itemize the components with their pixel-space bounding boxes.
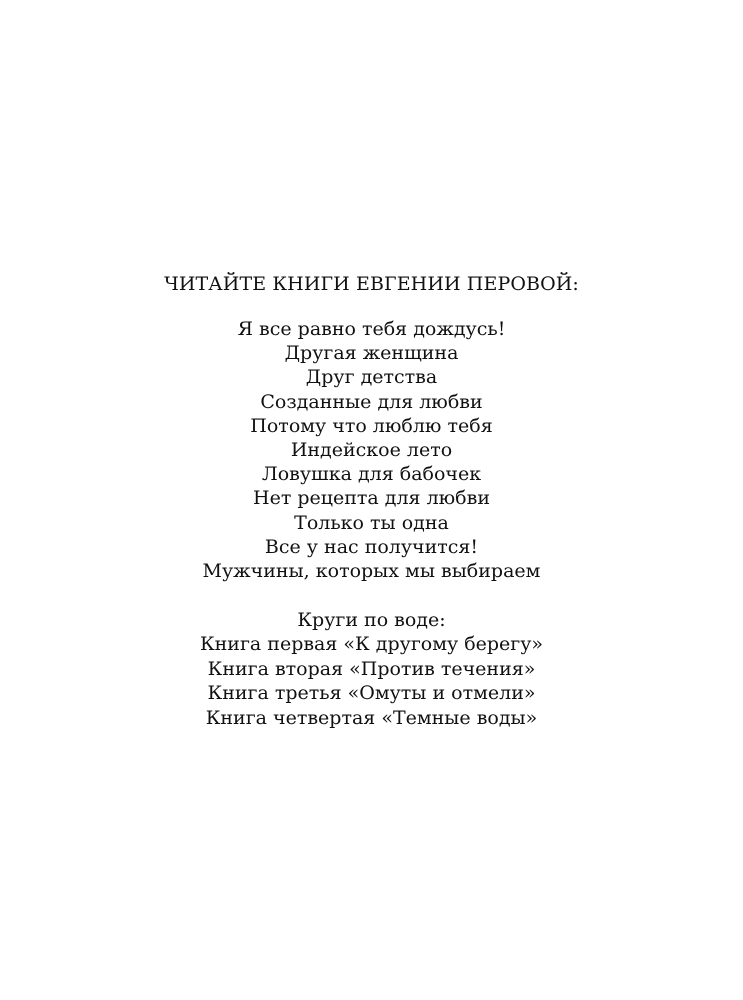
series-book-title: Книга четвертая «Темные воды»	[205, 706, 538, 729]
book-title: Все у нас получится!	[264, 535, 479, 558]
book-title: Другая женщина	[284, 342, 459, 365]
book-title: Я все равно тебя дождусь!	[237, 318, 506, 340]
series-book-title: Книга третья «Омуты и отмели»	[207, 682, 536, 705]
book-title: Ловушка для бабочек	[261, 463, 482, 486]
book-title: Только ты одна	[294, 511, 449, 534]
page-heading: ЧИТАЙТЕ КНИГИ ЕВГЕНИИ ПЕРОВОЙ:	[164, 273, 579, 295]
series-block	[0, 608, 743, 730]
series-book-list	[0, 632, 743, 730]
book-title: Нет рецепта для любви	[253, 487, 490, 510]
series-title: Круги по воде:	[297, 609, 446, 631]
series-book-title: Книга вторая «Против течения»	[207, 657, 536, 680]
book-title: Потому что люблю тебя	[250, 414, 493, 437]
book-title: Мужчины, которых мы выбираем	[202, 560, 541, 583]
book-title: Созданные для любви	[260, 390, 483, 413]
book-title: Индейское лето	[290, 439, 453, 462]
book-title: Друг детства	[305, 366, 438, 389]
book-list	[0, 317, 743, 583]
series-book-title: Книга первая «К другому берегу»	[199, 633, 544, 656]
